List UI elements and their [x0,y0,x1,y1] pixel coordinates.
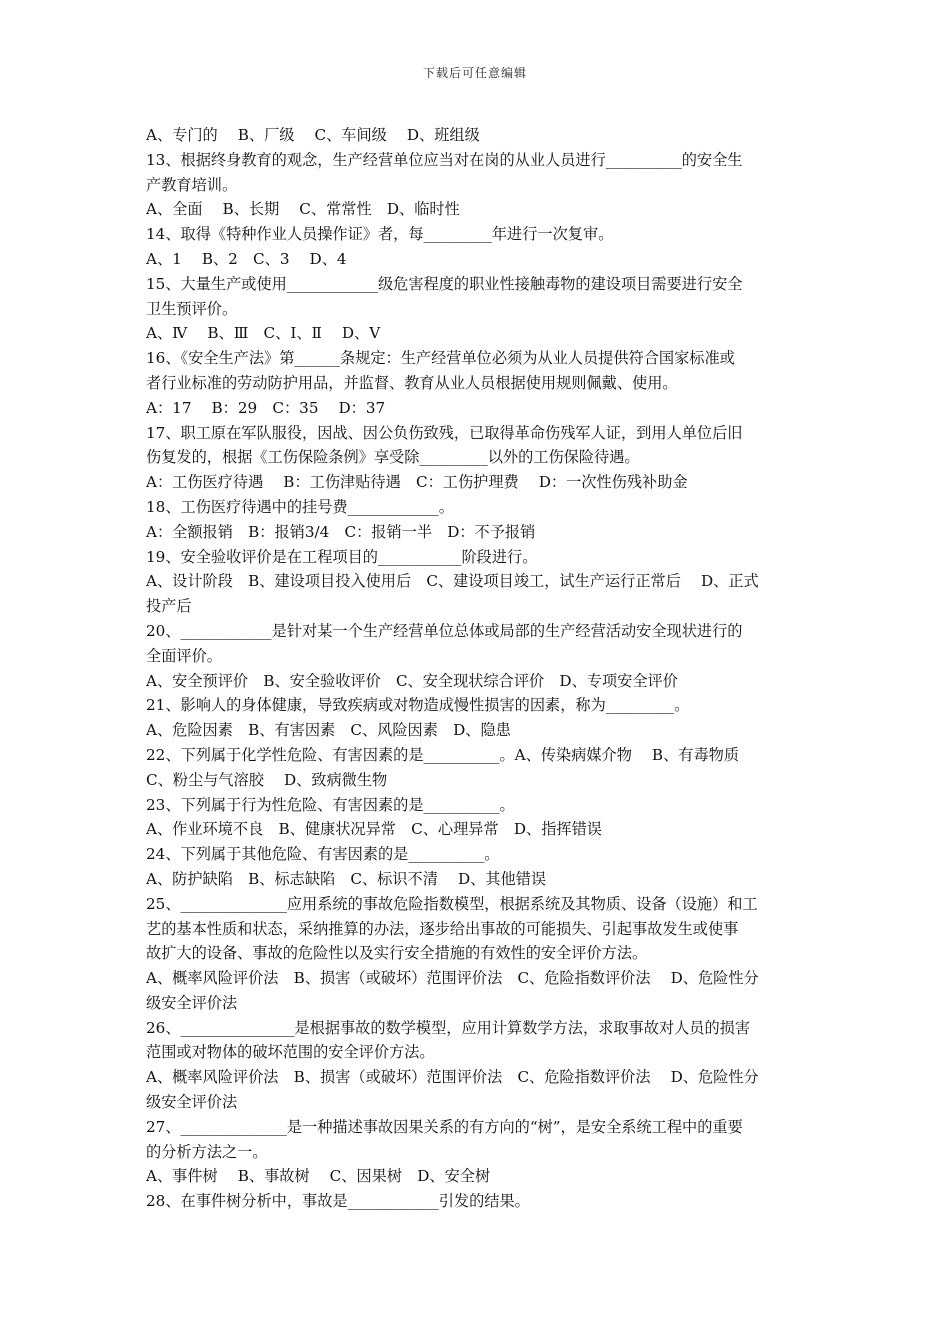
text-line: 卫生预评价。 [146,299,238,318]
text-line: 故扩大的设备、事故的危险性以及实行安全措施的有效性的安全评价方法。 [146,944,648,963]
text-line: 级安全评价法 [146,1093,238,1112]
text-line: A、专门的 B、厂级 C、车间级 D、班组级 [146,126,480,144]
text-line: 艺的基本性质和状态，采纳推算的办法，逐步给出事故的可能损失、引起事故发生或使事 [146,919,739,938]
text-line: A、安全预评价 B、安全验收评价 C、安全现状综合评价 D、专项安全评价 [146,671,678,690]
text-line: 范围或对物体的破坏范围的安全评价方法。 [146,1043,435,1062]
text-line: A、事件树 B、事故树 C、因果树 D、安全树 [146,1167,491,1186]
text-line: 24、下列属于其他危险、有害因素的是__________。 [146,845,500,864]
text-line: 14、取得《特种作业人员操作证》者，每_________年进行一次复审。 [146,225,614,244]
text-line: 产教育培训。 [146,175,238,194]
text-line: A、危险因素 B、有害因素 C、风险因素 D、隐患 [146,721,511,740]
text-line: A、概率风险评价法 B、损害（或破坏）范围评价法 C、危险指数评价法 D、危险性分 [146,1068,759,1087]
text-line: 13、根据终身教育的观念，生产经营单位应当对在岗的从业人员进行__________的安全生 [146,150,743,169]
text-line: A、全面 B、长期 C、常常性 D、临时性 [146,200,460,219]
text-line: 者行业标准的劳动防护用品，并监督、教育从业人员根据使用规则佩戴、使用。 [146,373,678,392]
text-line: 15、大量生产或使用____________级危害程度的职业性接触毒物的建设项目需要进行安全 [146,274,743,293]
text-line: A：全额报销 B：报销3/4 C：报销一半 D：不予报销 [146,522,536,541]
text-line: A、概率风险评价法 B、损害（或破坏）范围评价法 C、危险指数评价法 D、危险性分 [146,969,759,988]
text-line: 26、_______________是根据事故的数学模型，应用计算数学方法，求取事故对人员的损害 [146,1018,751,1037]
page-header: 下载后可任意编辑 [422,66,527,80]
document-body [146,123,808,1214]
text-line: 16、《安全生产法》第______条规定：生产经营单位必须为从业人员提供符合国家标准或 [146,349,735,368]
text-line: 27、______________是一种描述事故因果关系的有方向的“树”，是安全系统工程中的重要 [146,1117,743,1136]
text-line: 级安全评价法 [146,993,238,1012]
text-line: 全面评价。 [146,646,222,665]
text-line: A、Ⅳ B、Ⅲ C、Ⅰ、Ⅱ D、Ⅴ [146,324,381,343]
text-line: 17、职工原在军队服役，因战、因公负伤致残，已取得革命伤残军人证，到用人单位后旧 [146,423,743,442]
text-line: A、防护缺陷 B、标志缺陷 C、标识不清 D、其他错误 [146,869,547,888]
text-line: 的分析方法之一。 [146,1142,268,1161]
text-line: 23、下列属于行为性危险、有害因素的是__________。 [146,795,515,814]
text-line: A、设计阶段 B、建设项目投入使用后 C、建设项目竣工，试生产运行正常后 D、正式 [146,572,759,591]
text-line: 21、影响人的身体健康，导致疾病或对物造成慢性损害的因素，称为_________。 [146,696,690,715]
text-line: 投产后 [146,597,192,616]
text-line: 20、____________是针对某一个生产经营单位总体或局部的生产经营活动安全现状进行的 [146,621,743,640]
text-line: 伤复发的，根据《工伤保险条例》享受除_________以外的工伤保险待遇。 [146,448,640,467]
text-line: A：工伤医疗待遇 B：工伤津贴待遇 C：工伤护理费 D：一次性伤残补助金 [146,473,688,492]
text-line: A：17 B：29 C：35 D：37 [146,398,386,417]
text-line: C、粉尘与气溶胶 D、致病微生物 [146,770,388,789]
text-line: 19、安全验收评价是在工程项目的___________阶段进行。 [146,547,538,566]
text-line: A、作业环境不良 B、健康状况异常 C、心理异常 D、指挥错误 [146,820,602,839]
text-line: 22、下列属于化学性危险、有害因素的是__________。A、传染病媒介物 B、有毒物质 [146,745,740,764]
text-line: 18、工伤医疗待遇中的挂号费____________。 [146,497,454,516]
text-line: A、1 B、2 C、3 D、4 [146,249,347,268]
text-line: 28、在事件树分析中，事故是____________引发的结果。 [146,1192,530,1211]
text-line: 25、______________应用系统的事故危险指数模型，根据系统及其物质、设备（设施）和工 [146,894,758,913]
